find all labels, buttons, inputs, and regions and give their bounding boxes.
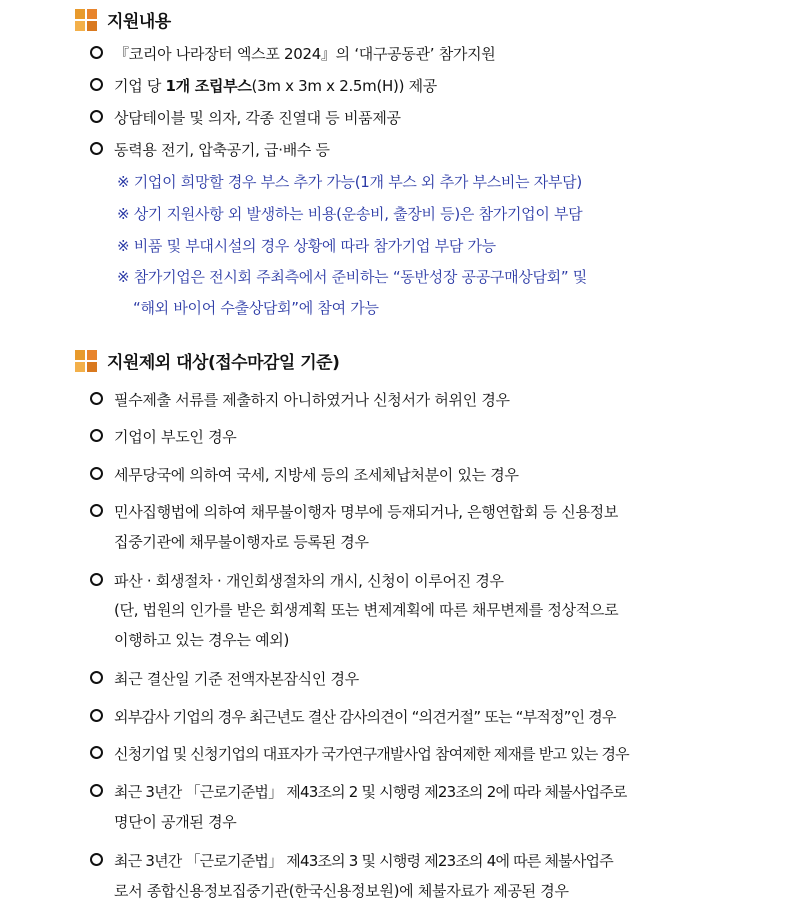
section-title-support: 지원내용 [107, 12, 171, 32]
circle-bullet-icon [90, 743, 103, 761]
circle-bullet-icon [90, 781, 103, 799]
circle-bullet-icon [90, 464, 103, 482]
section-exclusion-header [75, 348, 339, 373]
circle-bullet-icon [90, 43, 103, 61]
section-title-exclusion: 지원제외 대상(접수마감일 기준) [107, 353, 340, 373]
orange-squares-icon [75, 350, 97, 372]
circle-bullet-icon [90, 139, 103, 157]
circle-bullet-icon [90, 850, 103, 868]
circle-bullet-icon [90, 570, 103, 588]
circle-bullet-icon [90, 426, 103, 444]
document-page: 지원내용 『코리아 나라장터 엑스포 2024』의 ‘대구공동관’ 참가지원 기업 당 1개 조립부스(3m x 3m x 2.5m(H)) 제공 상담테이블 및 의자, 각종 진열대 등 비품제공 동력용 전기, 압축공기, 급·배수 등 ※ 기업이 희망할 경우 부스 추가 가능(1개 부스 외 추가 부스비는 자부담) ※ 상기 지원사항 외 발생하는 비용(운송비, 출장비 등)은 참가기업이 부담 ※ 비품 및 부대시설의 경우 상황에 따라 참가기업 부담 가능 ※ 참가기업은 전시회 주최측에서 준비하는 “동반성장 공공구매상담회” 및 “해외 바이어 수출상담회”에 참여 가능 지원제외 대상(접수마감일 기준) 필수제출 서류를 제출하지 아니하였거나 신청서가 허위인 경우 기업이 부도인 경우 세무당국에 의하여 국세, 지방세 등의 조세체납처분이 있는 경우 민사집행법에 의하여 채무불이행자 명부에 등재되거나, 은행연합회 등 신용정보 집중기관에 채무불이행자로 등록된 경우 파산 · 회생절차 · 개인회생절차의 개시, 신청이 이루어진 경우 (단, 법원의 인가를 받은 회생계획 또는 변제계획에 따른 채무변제를 정상적으로 이행하고 있는 경우는 예외) 최근 결산일 기준 전액자본잠식인 경우 외부감사 기업의 경우 최근년도 결산 감사의견이 “의견거절” 또는 “부적정”인 경우 신청기업 및 신청기업의 대표자가 국가연구개발사업 참여제한 제재를 받고 있는 경우 최근 3년간 「근로기준법」 제43조의 2 및 시행령 제23조의 2에 따라 체불사업주로 명단이 공개된 경우 최근 3년간 「근로기준법」 제43조의 3 및 시행령 제23조의 4에 따른 체불사업주 로서 종합신용정보집중기관(한국신용정보원)에 체불자료가 제공된 경우 [0, 0, 793, 904]
circle-bullet-icon [90, 501, 103, 519]
circle-bullet-icon [90, 75, 103, 93]
orange-squares-icon [75, 9, 97, 31]
section-support-header [75, 7, 171, 32]
circle-bullet-icon [90, 107, 103, 125]
circle-bullet-icon [90, 668, 103, 686]
circle-bullet-icon [90, 706, 103, 724]
circle-bullet-icon [90, 389, 103, 407]
